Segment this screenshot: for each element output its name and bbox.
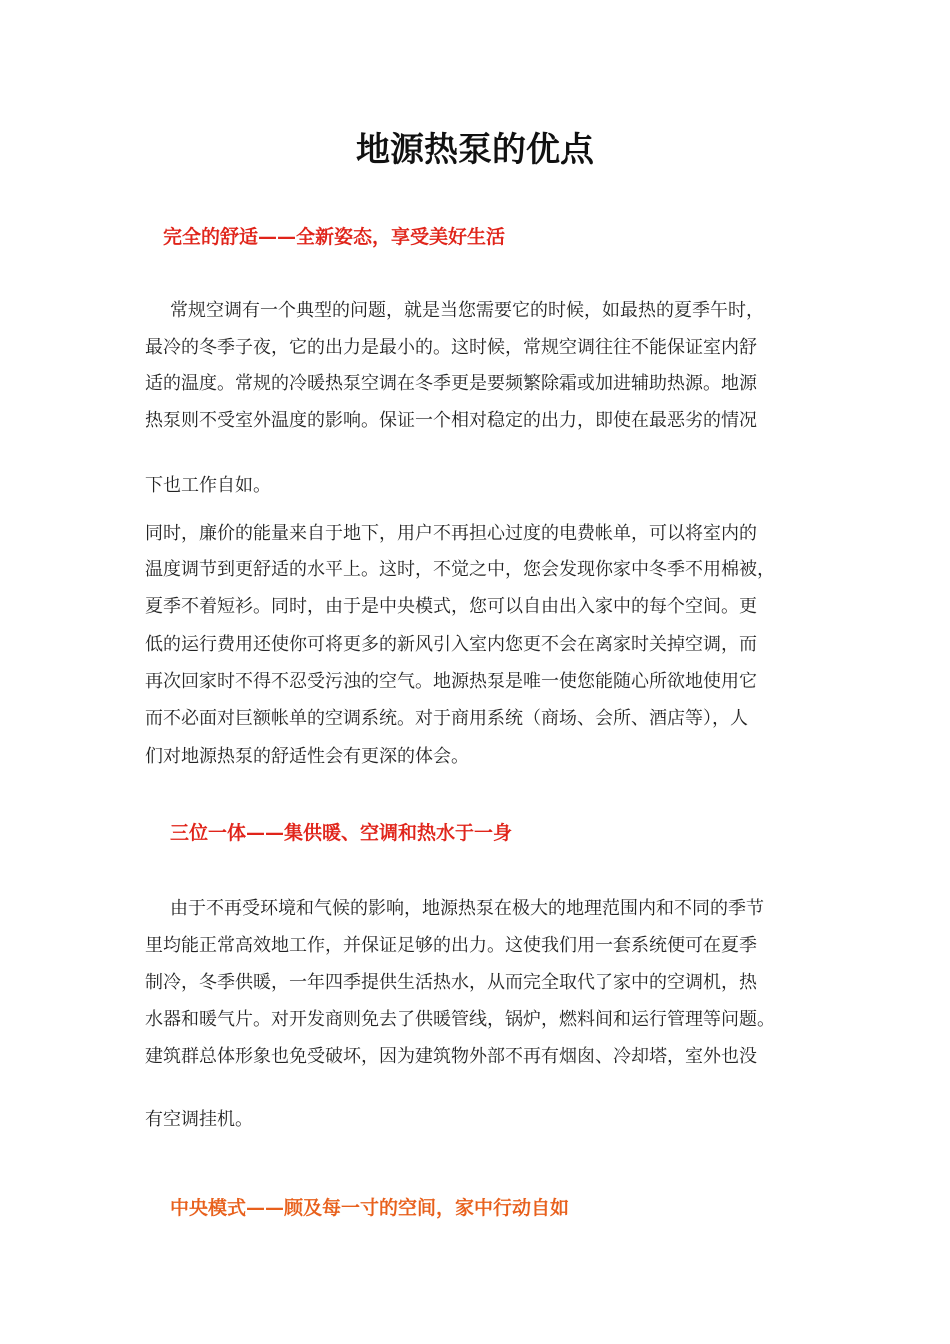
paragraph-line: 最冷的冬季子夜，它的出力是最小的。这时候，常规空调往往不能保证室内舒 xyxy=(145,337,757,358)
paragraph-line: 们对地源热泵的舒适性会有更深的体会。 xyxy=(145,746,469,767)
paragraph-line: 常规空调有一个典型的问题，就是当您需要它的时候，如最热的夏季午时， xyxy=(170,300,764,321)
paragraph-line: 水器和暖气片。对开发商则免去了供暖管线，锅炉，燃料间和运行管理等问题。 xyxy=(145,1009,775,1030)
paragraph-line: 热泵则不受室外温度的影响。保证一个相对稳定的出力，即使在最恶劣的情况 xyxy=(145,410,757,431)
page-title: 地源热泵的优点 xyxy=(356,130,594,170)
paragraph-line: 低的运行费用还使你可将更多的新风引入室内您更不会在离家时关掉空调，而 xyxy=(145,634,757,655)
section-heading-three-in-one: 三位一体——集供暖、空调和热水于一身 xyxy=(170,822,513,844)
section-heading-central-mode: 中央模式——顾及每一寸的空间，家中行动自如 xyxy=(170,1197,570,1219)
paragraph-line: 里均能正常高效地工作，并保证足够的出力。这使我们用一套系统便可在夏季 xyxy=(145,935,757,956)
paragraph-line: 再次回家时不得不忍受污浊的空气。地源热泵是唯一使您能随心所欲地使用它 xyxy=(145,671,757,692)
section-heading-comfort: 完全的舒适——全新姿态，享受美好生活 xyxy=(163,226,506,248)
paragraph-line: 有空调挂机。 xyxy=(145,1109,253,1130)
paragraph-line: 而不必面对巨额帐单的空调系统。对于商用系统（商场、会所、酒店等），人 xyxy=(145,708,748,729)
paragraph-line: 建筑群总体形象也免受破坏，因为建筑物外部不再有烟囱、冷却塔，室外也没 xyxy=(145,1046,757,1067)
paragraph-line: 夏季不着短衫。同时，由于是中央模式，您可以自由出入家中的每个空间。更 xyxy=(145,596,757,617)
paragraph-line: 温度调节到更舒适的水平上。这时，不觉之中，您会发现你家中冬季不用棉被， xyxy=(145,559,775,580)
paragraph-line: 制冷，冬季供暖，一年四季提供生活热水，从而完全取代了家中的空调机，热 xyxy=(145,972,757,993)
paragraph-line: 同时，廉价的能量来自于地下，用户不再担心过度的电费帐单，可以将室内的 xyxy=(145,523,757,544)
paragraph-line: 下也工作自如。 xyxy=(145,475,271,496)
paragraph-line: 适的温度。常规的冷暖热泵空调在冬季更是要频繁除霜或加进辅助热源。地源 xyxy=(145,373,757,394)
paragraph-line: 由于不再受环境和气候的影响，地源热泵在极大的地理范围内和不同的季节 xyxy=(170,898,764,919)
